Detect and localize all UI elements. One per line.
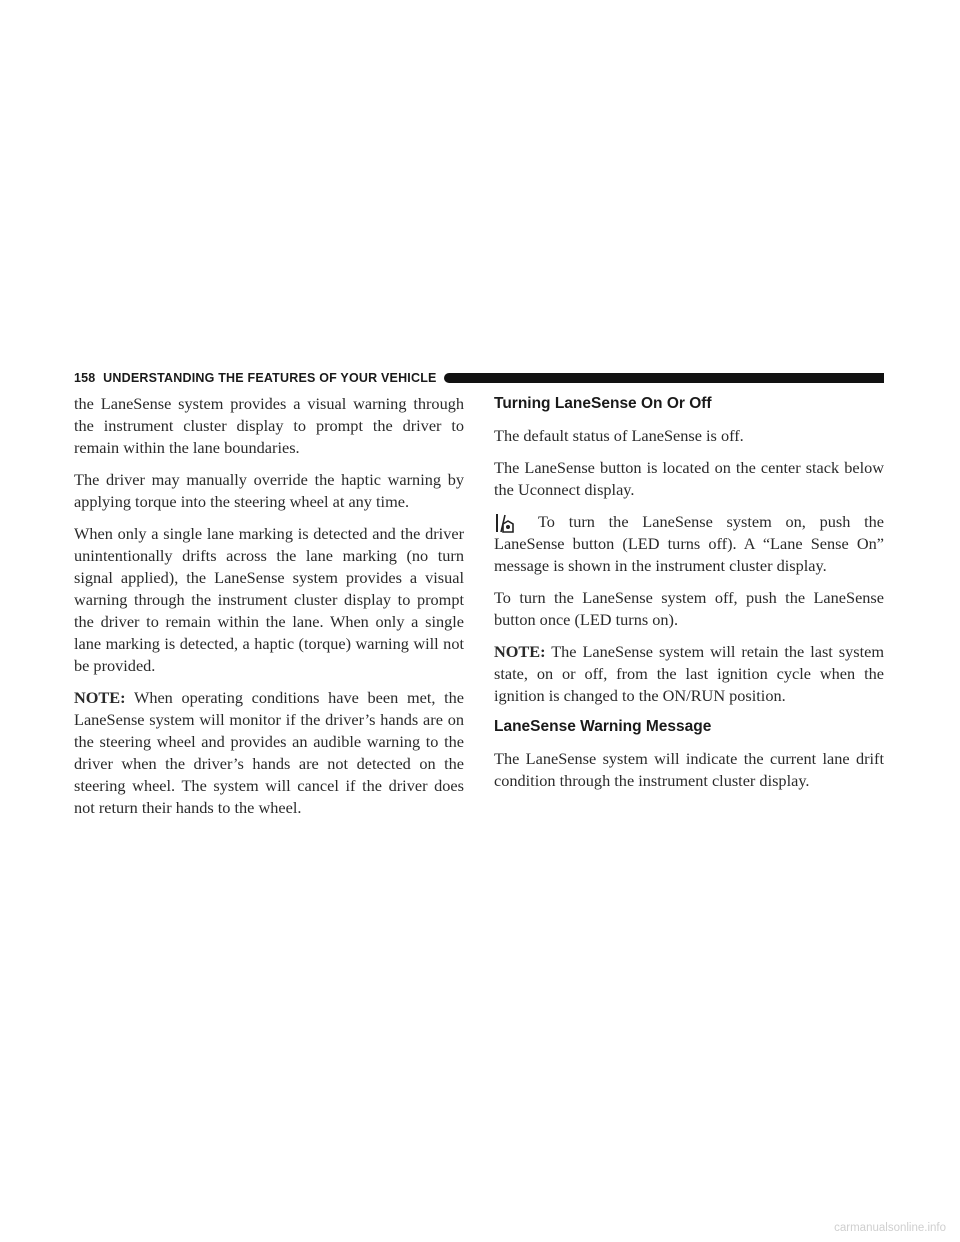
- page-header: [74, 370, 884, 386]
- left-column: [74, 393, 464, 829]
- section-heading: LaneSense Warning Message: [494, 718, 712, 735]
- body-paragraph: The driver may manually override the haptic warning by applying torque into the steering wheel at any time.: [74, 470, 464, 511]
- note-paragraph: [494, 641, 884, 707]
- body-paragraph: To turn the LaneSense system on, push the LaneSense button (LED turns off). A “Lane Sense On” message is shown in the instrument cluster display.: [494, 512, 884, 575]
- note-text: When operating conditions have been met, the LaneSense system will monitor if the driver’s hands are on the steering wheel and provides an audible warning to the driver when the driver’s hands are not detected on the steering wheel. The system will cancel if the driver does not return their hands to the wheel.: [74, 688, 464, 817]
- body-paragraph: To turn the LaneSense system off, push the LaneSense button once (LED turns on).: [494, 588, 884, 629]
- body-paragraph: When only a single lane marking is detected and the driver unintentionally drifts across the lane marking (no turn signal applied), the LaneSense system provides a visual warning through the instrument cluster display to prompt the driver to remain within the lane. When only a single lane marking is detected, a haptic (torque) warning will not be provided.: [74, 524, 464, 675]
- note-text: The LaneSense system will retain the last system state, on or off, from the last ignition cycle when the ignition is changed to the ON/RUN position.: [494, 642, 884, 705]
- watermark: carmanualsonline.info: [834, 1222, 946, 1234]
- section-title: UNDERSTANDING THE FEATURES OF YOUR VEHICLE: [103, 371, 437, 385]
- body-paragraph: The LaneSense button is located on the center stack below the Uconnect display.: [494, 458, 884, 499]
- note-paragraph: [74, 687, 464, 819]
- header-text: [74, 370, 437, 386]
- header-rule: [444, 373, 884, 383]
- body-paragraph: the LaneSense system provides a visual warning through the instrument cluster display to prompt the driver to remain within the lane boundaries.: [74, 394, 464, 457]
- icon-paragraph: [494, 511, 884, 577]
- lanesense-icon: [494, 512, 516, 534]
- body-paragraph: The default status of LaneSense is off.: [494, 426, 744, 445]
- right-column: [494, 393, 884, 802]
- note-label: NOTE:: [74, 688, 126, 707]
- section-heading: Turning LaneSense On Or Off: [494, 395, 712, 412]
- note-label: NOTE:: [494, 642, 546, 661]
- page-number: 158: [74, 371, 96, 385]
- body-paragraph: The LaneSense system will indicate the current lane drift condition through the instrument cluster display.: [494, 749, 884, 790]
